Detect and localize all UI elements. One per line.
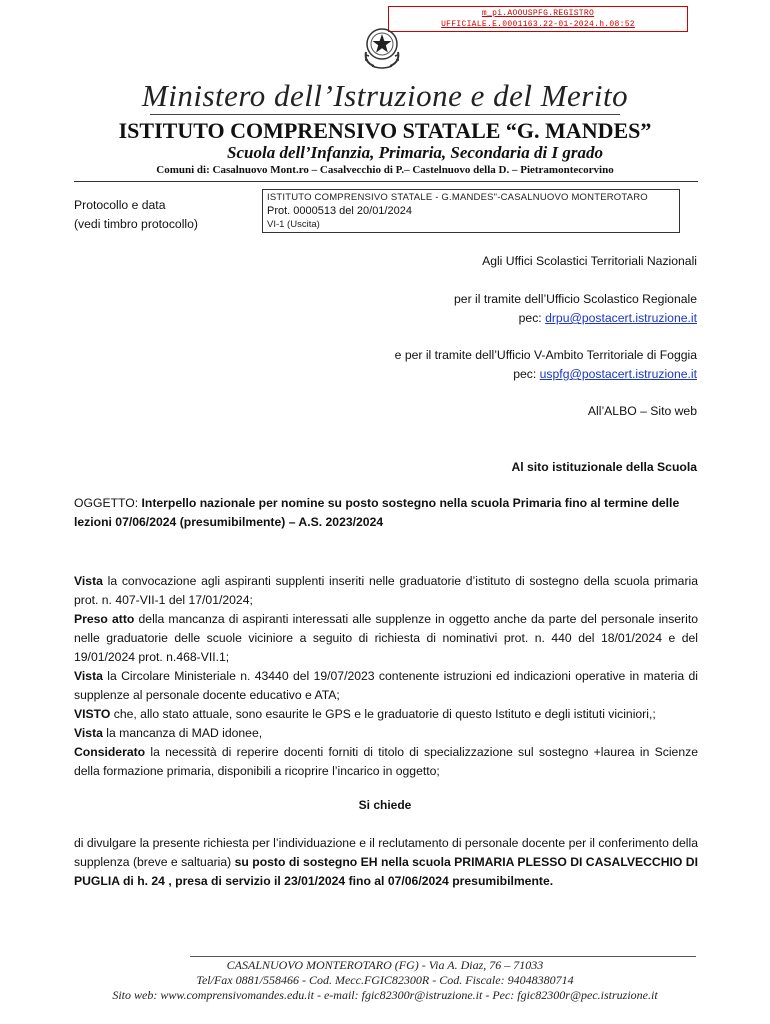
pec-label: pec: bbox=[518, 311, 546, 325]
footer-divider bbox=[190, 956, 696, 957]
consideration-item bbox=[74, 705, 698, 724]
request-paragraph bbox=[74, 834, 698, 891]
stamp-line-2: UFFICIALE.E.0001163.22-01-2024.h.08:52 bbox=[441, 20, 635, 29]
request-text: di divulgare la presente richiesta per l’individuazione e il reclutamento di personale docente per il conferimento della supplenza (breve e saltuaria) bbox=[74, 836, 698, 869]
consideration-item bbox=[74, 572, 698, 610]
recipient-2: per il tramite dell’Ufficio Scolastico Regionale bbox=[454, 292, 697, 306]
protocol-box-line-2: Prot. 0000513 del 20/01/2024 bbox=[267, 205, 412, 217]
comuni-line: Comuni di: Casalnuovo Mont.ro – Casalvecchio di P.– Castelnuovo della D. – Pietramontecorvino bbox=[156, 164, 614, 176]
consideration-item bbox=[74, 610, 698, 667]
protocol-label bbox=[74, 196, 198, 234]
school-name: ISTITUTO COMPRENSIVO STATALE “G. MANDES” bbox=[118, 118, 652, 143]
consideration-text: la necessità di reperire docenti forniti di titolo di specializzazione sul sostegno +laurea in Scienze della formazione primaria, disponibili a ricoprire l’incarico in oggetto; bbox=[74, 745, 698, 778]
pec-link-uspfg[interactable]: uspfg@postacert.istruzione.it bbox=[539, 367, 697, 381]
recipient-3-pec bbox=[513, 365, 697, 384]
ministry-title: Ministero dell’Istruzione e del Merito bbox=[141, 78, 629, 113]
protocol-box-line-3: VI-1 (Uscita) bbox=[267, 219, 320, 230]
recipient-4: All’ALBO – Sito web bbox=[587, 404, 697, 418]
recipient-3: e per il tramite dell’Ufficio V-Ambito Territoriale di Foggia bbox=[394, 348, 697, 362]
consideration-text: la convocazione agli aspiranti supplenti inseriti nelle graduatorie d’istituto di sostegno della scuola primaria prot. n. 407-VII-1 del 17/01/2024; bbox=[74, 574, 698, 607]
consideration-lead: Considerato bbox=[74, 745, 146, 759]
subject-label: OGGETTO: bbox=[74, 496, 142, 510]
header-divider bbox=[74, 181, 698, 182]
considerations bbox=[74, 572, 698, 781]
pec-label: pec: bbox=[513, 367, 540, 381]
consideration-lead: Vista bbox=[74, 726, 103, 740]
consideration-text: la mancanza di MAD idonee, bbox=[102, 726, 263, 740]
footer-line-2: Tel/Fax 0881/558466 - Cod. Mecc.FGIC82300R - Cod. Fiscale: 94048380714 bbox=[196, 973, 574, 987]
recipient-5: Al sito istituzionale della Scuola bbox=[511, 460, 697, 474]
consideration-item bbox=[74, 667, 698, 705]
consideration-lead: VISTO bbox=[74, 707, 111, 721]
request-bold: su posto di sostegno EH nella scuola PRIMARIA PLESSO DI CASALVECCHIO DI PUGLIA di h. 24 , presa di servizio il 23/01/2024 fino al 07/06/2024 presumibilmente. bbox=[74, 855, 698, 888]
footer-line-3: Sito web: www.comprensivomandes.edu.it - e-mail: fgic82300r@istruzione.it - Pec: fgic82300r@pec.istruzione.it bbox=[112, 988, 658, 1002]
subject-text: Interpello nazionale per nomine su posto sostegno nella scuola Primaria fino al termine delle lezioni 07/06/2024 (presumibilmente) – A.S. 2023/2024 bbox=[74, 496, 680, 529]
protocol-label-line-2: (vedi timbro protocollo) bbox=[74, 217, 198, 231]
consideration-lead: Preso atto bbox=[74, 612, 135, 626]
consideration-item bbox=[74, 743, 698, 781]
ministry-underline bbox=[150, 114, 620, 115]
pec-link-drpu[interactable]: drpu@postacert.istruzione.it bbox=[545, 311, 697, 325]
si-chiede-heading: Si chiede bbox=[358, 798, 412, 812]
registry-stamp bbox=[388, 6, 688, 32]
consideration-text: che, allo stato attuale, sono esaurite le GPS e le graduatorie di questo Istituto e degli istituti viciniori,; bbox=[110, 707, 656, 721]
consideration-text: della mancanza di aspiranti interessati alle supplenze in oggetto anche da parte del personale inserito nelle graduatorie delle scuole viciniore a seguito di richiesta di nominativi prot. n. 440 del 18/01/2024 e del 19/01/2024 prot. n.468-VII.1; bbox=[74, 612, 698, 664]
recipient-1: Agli Uffici Scolastici Territoriali Nazionali bbox=[482, 254, 697, 268]
protocol-stamp-box bbox=[262, 189, 680, 233]
footer bbox=[0, 958, 770, 1003]
subject bbox=[74, 494, 698, 532]
recipient-2-pec bbox=[519, 309, 697, 328]
footer-line-1: CASALNUOVO MONTEROTARO (FG) - Via A. Diaz, 76 – 71033 bbox=[226, 958, 544, 972]
republic-emblem-icon bbox=[360, 22, 404, 70]
consideration-text: la Circolare Ministeriale n. 43440 del 19/07/2023 contenente istruzioni ed indicazioni operative in materia di supplenze al personale docente educativo e ATA; bbox=[74, 669, 698, 702]
protocol-box-line-1: ISTITUTO COMPRENSIVO STATALE - G.MANDES"-CASALNUOVO MONTEROTARO bbox=[267, 192, 648, 203]
consideration-lead: Vista bbox=[74, 574, 103, 588]
protocol-label-line-1: Protocollo e data bbox=[74, 198, 166, 212]
consideration-item bbox=[74, 724, 698, 743]
school-subtitle: Scuola dell’Infanzia, Primaria, Secondaria di I grado bbox=[227, 143, 603, 162]
stamp-line-1: m_pi.AOOUSPFG.REGISTRO bbox=[481, 9, 595, 18]
consideration-lead: Vista bbox=[74, 669, 103, 683]
